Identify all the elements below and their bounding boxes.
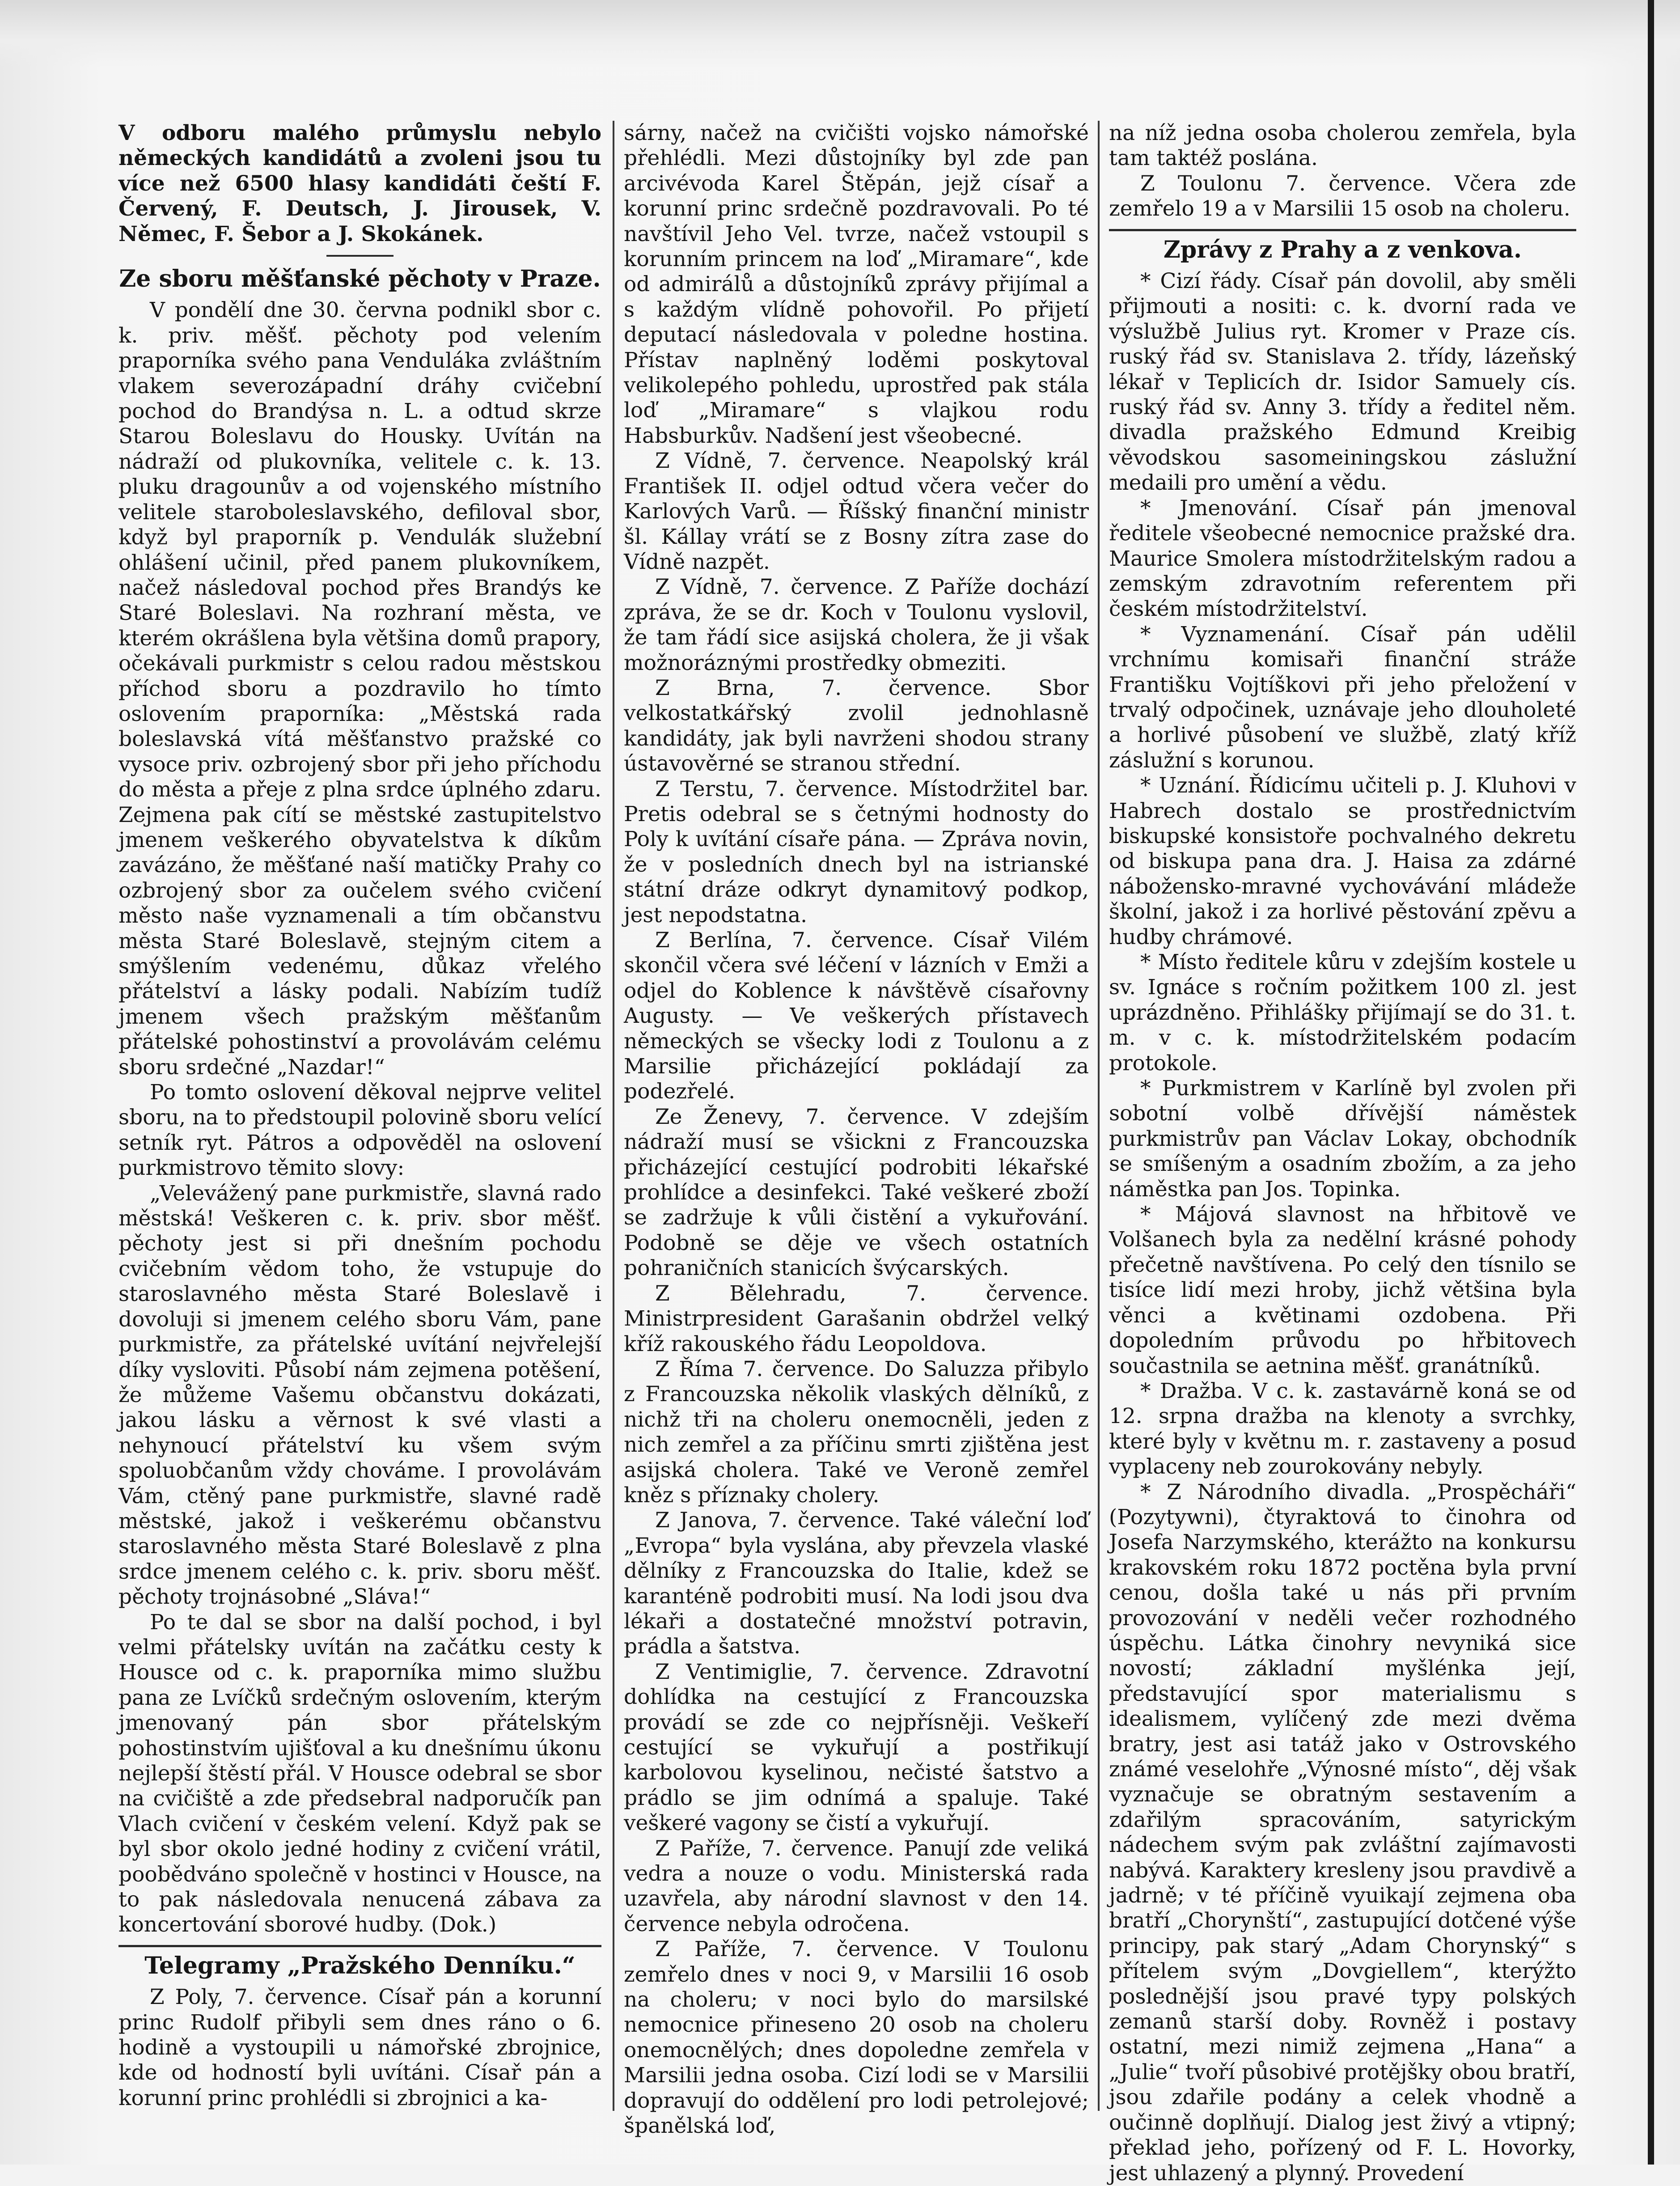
section-heading: Zprávy z Prahy a z venkova.	[1163, 236, 1522, 263]
news-item: * Místo ředitele kůru v zdejším kostele u sv. Ignáce s ročním požitkem 100 zl. jest uprázdněno. Přihlášky přijímají se do 31. t. m. v c. k. místodržitelském podacím protokole.	[1109, 950, 1576, 1076]
news-item: * Purkmistrem v Karlíně byl zvolen při sobotní volbě dřívější náměstek purkmistrův pan Václav Lokay, obchodník se smíšeným a osadním zbožím, a za jeho náměstka pan Jos. Topinka.	[1109, 1076, 1576, 1202]
section-rule	[1109, 229, 1576, 231]
paragraph: Z Poly, 7. července. Císař pán a korunní princ Rudolf přibyli sem dnes ráno o 6. hodině a vystoupili u námořské zbrojnice, kde od hodností byli uvítáni. Císař pán a korunní princ prohlédli si zbrojnici a ka-	[118, 1985, 601, 2110]
telegram-paragraph: Z Vídně, 7. července. Neapolský král František II. odjel odtud včera večer do Karlových Varů. — Říšský finanční ministr šl. Kállay vrátí se z Bosny zítra zase do Vídně nazpět.	[624, 449, 1089, 574]
column-middle	[624, 121, 1089, 2139]
paragraph: Po te dal se sbor na další pochod, i byl velmi přátelsky uvítán na začátku cesty k Housce od c. k. praporníka mimo službu pana ze Lvíčků srdečným oslovením, kterým jmenovaný pán sbor přátelským pohostinstvím ujišťoval a ku dnešnímu úkonu nejlepší štěstí přál. V Housce odebral se sbor na cvičiště a zde předsebral nadporučík pan Vlach cvičení v českém velení. Když pak se byl sbor okolo jedné hodiny z cvičení vrátil, poobědváno společně v hostinci v Housce, na to pak následovala nenucená zábava za koncertování sborové hudby. (Dok.)	[118, 1610, 601, 1937]
paragraph: V pondělí dne 30. června podnikl sbor c. k. priv. měšť. pěchoty pod velením praporníka svého pana Venduláka zvláštním vlakem severozápadní dráhy cvičební pochod do Brandýsa n. L. a odtud skrze Starou Boleslavu do Housky. Uvítán na nádraží od plukovníka, velitele c. k. 13. pluku dragounův a od vojenského místního velitele staroboleslavského, defiloval sbor, když byl praporník p. Vendulák služební ohlášení učinil, před panem plukovníkem, načež následoval pochod přes Brandýs ke Staré Boleslavi. Na rozhraní města, ve kterém okrášlena byla většina domů prapory, očekávali purkmistr s celou radou městskou příchod sboru a pozdravilo ho tímto oslovením praporníka: „Městská rada boleslavská vítá měšťanstvo pražské co vysoce priv. ozbrojený sbor při jeho příchodu do města a přeje z plna srdce úplného zdaru. Zejmena pak cítí se městské zastupitelstvo jmenem veškerého obyvatelstva k díkům zavázáno, že měšťané naší matičky Prahy co ozbrojený sbor za oučelem svého cvičení město naše vyznamenali a tím občanstvu města Staré Boleslavě, stejným citem a smýšlením vedenému, důkaz vřelého přátelství a lásky podali. Nabízím tudíž jmenem všech pražským měšťanům přátelské pohostinství a provolávám celému sboru srdečné „Nazdar!“	[118, 298, 601, 1080]
telegram-paragraph: Z Brna, 7. července. Sbor velkostatkářský zvolil jednohlasně kandidáty, jak byli navrženi shodou strany ústavověrné se stranou střední.	[624, 675, 1089, 776]
page-edge-bar	[1648, 0, 1654, 2165]
scan-shadow	[0, 0, 1680, 67]
news-item: * Dražba. V c. k. zastavárně koná se od 12. srpna dražba na klenoty a svrchky, které byly v květnu m. r. zastaveny a posud vyplaceny neb zourokovány nebyly.	[1109, 1378, 1576, 1479]
telegram-paragraph: Z Vídně, 7. července. Z Paříže dochází zpráva, že se dr. Koch v Toulonu vyslovil, že tam řádí sice asijská cholera, že ji však možnoráznými prostředky obmeziti.	[624, 575, 1089, 675]
telegram-paragraph: Z Janova, 7. července. Také váleční loď „Evropa“ byla vyslána, aby převzela vlaské dělníky z Francouzska do Italie, kdež se karanténě podrobiti musí. Na lodi jsou dva lékaři a dostatečné množství potravin, prádla a šatstva.	[624, 1508, 1089, 1659]
column-right	[1109, 121, 1576, 2186]
paragraph: sárny, načež na cvičišti vojsko námořské přehlédli. Mezi důstojníky byl zde pan arcivévoda Karel Štěpán, jejž císař a korunní princ srdečně pozdravovali. Po té navštívil Jeho Vel. tvrze, načež vstoupil s korunním princem na loď „Miramare“, kde od admirálů a důstojníků zprávy přijímal a s každým vlídně pohovořil. Po přijetí deputací následovala v poledne hostina. Přístav naplněný loděmi poskytoval velikolepého pohledu, uprostřed pak stála loď „Miramare“ s vlajkou rodu Habsburkův. Nadšení jest všeobecné.	[624, 121, 1089, 448]
section-heading: Ze sboru měšťanské pěchoty v Praze.	[119, 265, 601, 293]
telegram-paragraph: Z Paříže, 7. července. V Toulonu zemřelo dnes v noci 9, v Marsilii 16 osob na choleru; v noci bylo do marsilské nemocnice přineseno 20 osob na choleru onemocnělých; dnes dopoledne zemřela v Marsilii jedna osoba. Cizí lodi se v Marsilii dopravují do oddělení pro lodi petrolejové; španělská loď,	[624, 1937, 1089, 2139]
telegram-paragraph: Ze Ženevy, 7. července. V zdejším nádraží musí se všickni z Francouzska přicházející cestující podrobiti lékařské prohlídce a desinfekci. Také veškeré zboží se zadržuje k vůli čistění a vykuřování. Podobně se děje ve všech ostatních pohraničních stanicích švýcarských.	[624, 1104, 1089, 1281]
news-item: * Cizí řády. Císař pán dovolil, aby směli přijmouti a nositi: c. k. dvorní rada ve výslužbě Julius ryt. Kromer v Praze cís. ruský řád sv. Stanislava 2. třídy, lázeňský lékař v Teplicích dr. Isidor Samuely cís. ruský řád sv. Anny 3. třídy a ředitel něm. divadla pražského Edmund Kreibig věvodskou sasomeiningskou záslužní medaili pro umění a vědu.	[1109, 269, 1576, 496]
section-heading: Telegramy „Pražského Denníku.“	[144, 1952, 576, 1979]
news-item: * Vyznamenání. Císař pán udělil vrchnímu komisaři finanční stráže Františku Vojtíškovi při jeho přeložení v trvalý odpočinek, uznávaje jeho dlouholeté a horlivé působení ve službě, zlatý kříž záslužní s korunou.	[1109, 622, 1576, 773]
column-left	[118, 121, 601, 2111]
column-rule	[1098, 121, 1100, 2111]
short-separator	[326, 255, 394, 257]
telegram-paragraph: Z Říma 7. července. Do Saluzza přibylo z Francouzska několik vlaských dělníků, z nichž tři na choleru onemocněli, jeden z nich zemřel a za příčinu smrti zjištěna jest asijská cholera. Také ve Veroně zemřel kněz s příznaky cholery.	[624, 1356, 1089, 1508]
news-item: * Uznání. Řídicímu učiteli p. J. Kluhovi v Habrech dostalo se prostřednictvím biskupské konsistoře pochvalného dekretu od biskupa pana dra. J. Haisa za zdárné nábožensko-mravné vychovávání mládeže školní, jakož i za horlivé pěstování zpěvu a hudby chrámové.	[1109, 773, 1576, 949]
news-item: * Májová slavnost na hřbitově ve Volšanech byla za nedělní krásné pohody přečetně navštívena. Po celý den tísnilo se tisíce lidí mezi hroby, jichž většina byla věnci a květinami ozdobena. Při dopoledním průvodu po hřbitovech součastnila se aetnina měšť. granátníků.	[1109, 1202, 1576, 1378]
telegram-paragraph: Z Paříže, 7. července. Panují zde veliká vedra a nouze o vodu. Ministerská rada uzavřela, aby národní slavnost v den 14. července nebyla odročena.	[624, 1836, 1089, 1936]
telegram-paragraph: Z Bělehradu, 7. července. Ministrpresident Garašanin obdržel velký kříž rakouského řádu Leopoldova.	[624, 1281, 1089, 1356]
section-rule	[118, 1945, 601, 1947]
telegram-paragraph: Z Terstu, 7. července. Místodržitel bar. Pretis odebral se s četnými hodnosty do Poly k uvítání císaře pána. — Zpráva novin, že v posledních dnech byl na istrianské státní dráze odkryt dynamitový podkop, jest nepodstatna.	[624, 776, 1089, 928]
paragraph: na níž jedna osoba cholerou zemřela, byla tam taktéž poslána.	[1109, 121, 1576, 171]
column-rule	[613, 121, 614, 2111]
telegram-paragraph: Z Ventimiglie, 7. července. Zdravotní dohlídka na cestující z Francouzska provádí se zde co nejpřísněji. Veškeří cestující se vykuřují a postřikují karbolovou kyselinou, nečisté šatstvo a prádlo se jim odnímá a spaluje. Také veškeré vagony se čistí a vykuřují.	[624, 1659, 1089, 1836]
telegram-paragraph: Z Berlína, 7. července. Císař Vilém skončil včera své léčení v lázních v Emži a odjel do Koblence k návštěvě císařovny Augusty. — Ve veškerých přístavech německých se všecky lodi z Toulonu a z Marsilie přicházející pokládají za podezřelé.	[624, 928, 1089, 1104]
paragraph: V odboru malého průmyslu nebylo německých kandidátů a zvoleni jsou tu více než 6500 hlasy kandidáti čeští F. Červený, F. Deutsch, J. Jirousek, V. Němec, F. Šebor a J. Skokánek.	[118, 121, 601, 246]
paragraph: Po tomto oslovení děkoval nejprve velitel sboru, na to předstoupil polovině sboru velící setník ryt. Pátros a odpověděl na oslovení purkmistrovo těmito slovy:	[118, 1080, 601, 1181]
news-item: * Z Národního divadla. „Prospěcháři“ (Pozytywni), čtyraktová to činohra od Josefa Narzymského, kterážto na konkursu krakovském roku 1872 poctěna byla první cenou, došla také u nás při prvním provozování v neděli večer rozhodného úspěchu. Látka činohry nevyniká sice novostí; základní myšlénka její, představující spor materialismu s idealismem, vylíčený zde mezi dvěma bratry, jest asi tatáž jako v Ostrovského známé veselohře „Výnosné místo“, děj však vyznačuje se obratným sestavením a zdařilým spracováním, satyrickým nádechem svým pak zvláštní zajímavosti nabývá. Karaktery kresleny jsou pravdivě a jadrně; v té příčině vyuikají zejmena oba bratří „Chorynští“, zastupující dotčené výše principy, pak starý „Adam Chorynský“ s přítelem svým „Dovgiellem“, kterýžto poslednější jsou pravé typy polských zemanů starší doby. Rovněž i postavy ostatní, mezi nimiž zejmena „Hana“ a „Julie“ tvoří působivé protějšky obou bratří, jsou zdařile podány a celek vhodně a oučinně doplňují. Dialog jest živý a vtipný; překlad jeho, pořízený od F. L. Hovorky, jest uhlazený a plynný. Provedení	[1109, 1479, 1576, 2186]
paragraph: „Velevážený pane purkmistře, slavná rado městská! Veškeren c. k. priv. sbor měšť. pěchoty jest si při dnešním pochodu cvičebním vědom toho, že vstupuje do staroslavného města Staré Boleslavě i dovoluji si jmenem celého sboru Vám, pane purkmistře, za přátelské uvítání nejvřelejší díky vysloviti. Působí nám zejmena potěšení, že můžeme Vašemu občanstvu dokázati, jakou lásku a věrnost k své vlasti a nehynoucí přátelství ku všem svým spoluobčanům vždy chováme. I provolávám Vám, ctěný pane purkmistře, slavné radě městské, jakož i veškerému občanstvu staroslavného města Staré Boleslavě z plna srdce jmenem celého c. k. priv. sboru měšť. pěchoty trojnásobné „Sláva!“	[118, 1181, 601, 1610]
news-item: * Jmenování. Císař pán jmenoval ředitele všeobecné nemocnice pražské dra. Maurice Smolera místodržitelským radou a zemským zdravotním referentem při českém místodržitelství.	[1109, 496, 1576, 622]
paragraph: Z Toulonu 7. července. Včera zde zemřelo 19 a v Marsilii 15 osob na choleru.	[1109, 171, 1576, 221]
